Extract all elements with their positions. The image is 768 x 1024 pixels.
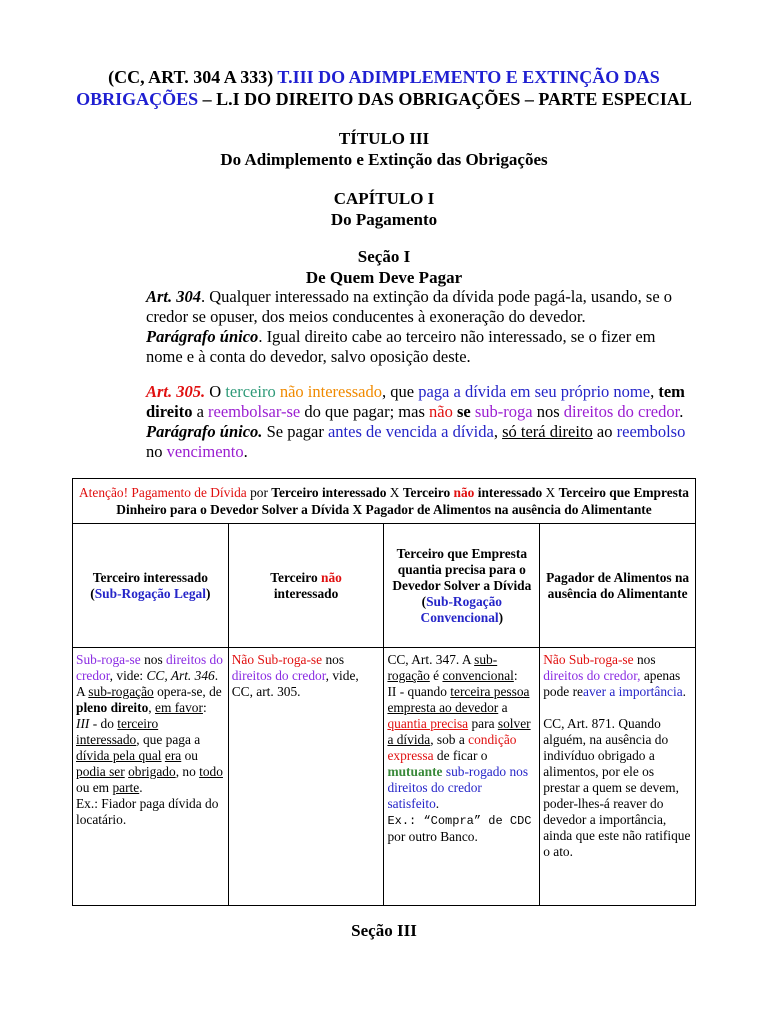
text-run: interessado (474, 485, 543, 500)
text-run: . A (76, 668, 219, 699)
text-run: sub-roga (474, 402, 533, 421)
next-section-heading: Seção III (351, 921, 417, 940)
text-run: dívida pela qual (76, 748, 162, 763)
text-run: - do (89, 716, 118, 731)
comparison-table (72, 478, 696, 906)
cell-terceiro-interessado (73, 648, 229, 906)
column-header-terceiro-nao-interessado (228, 524, 384, 648)
text-run: III (76, 716, 90, 731)
text-run: nos (140, 652, 167, 667)
text-run: ou em (76, 780, 113, 795)
text-run: direitos do credor (231, 668, 326, 683)
text-run: ( (90, 585, 95, 601)
text-run: a (498, 700, 508, 715)
text-run: , no (175, 764, 200, 779)
text-run: , (650, 382, 659, 401)
text-run: , (493, 422, 503, 441)
text-run: nos (633, 652, 656, 667)
text-run: obrigado (128, 764, 176, 779)
text-run: ) (498, 609, 504, 625)
text-run: Ex.: Fiador paga dívida do locatário. (76, 796, 219, 827)
text-run: para (468, 716, 498, 731)
text-run: reembolso (616, 422, 686, 441)
text-run: direitos do credor, (543, 668, 641, 683)
text-run: opera-se, de (153, 684, 222, 699)
art-304-paragraph-text: . Igual direito cabe ao terceiro não interessado, se o fizer em nome e à conta do devedor, salvo oposição deste. (146, 327, 656, 366)
titulo-heading (60, 128, 708, 170)
text-run: CC, Art. 347. A (387, 652, 475, 667)
text-run: antes de vencida a dívida (327, 422, 494, 441)
text-run: Terceiro (270, 569, 321, 585)
text-run: X (386, 485, 403, 500)
text-run: interessado (273, 585, 339, 601)
cell-pagador-de-alimentos (540, 648, 696, 906)
text-run: só terá direito (502, 422, 593, 441)
text-run: . (139, 780, 143, 795)
cell-terceiro-que-empresta (384, 648, 540, 906)
text-run: sub-rogação (88, 684, 154, 699)
text-run: não interessado (279, 382, 383, 401)
text-run: em favor (155, 700, 203, 715)
text-run: tem direito (146, 382, 685, 421)
text-run: X (542, 485, 559, 500)
text-run: ) (205, 585, 211, 601)
text-run: Se pagar (262, 422, 328, 441)
text-run: no (146, 442, 167, 461)
text-run: por (246, 485, 272, 500)
capitulo-label: CAPÍTULO I (333, 189, 435, 208)
art-305 (146, 382, 686, 462)
text-run: convencional (442, 668, 514, 683)
text-run: parte (112, 780, 140, 795)
text-run: . (679, 402, 684, 421)
text-run: Sub-Rogação Legal (94, 585, 206, 601)
text-run: Terceiro que Empresta quantia precisa para o Devedor Solver a Dívida (392, 545, 532, 593)
text-run: , que (382, 382, 419, 401)
art-304-number: Art. 304 (146, 287, 202, 306)
text-run: sub-rogação (387, 652, 498, 683)
column-header-pagador-de-alimentos (540, 524, 696, 648)
text-run: O (205, 382, 226, 401)
text-run: Sub-Rogação Convencional (420, 593, 503, 625)
text-run: Terceiro interessado (271, 485, 387, 500)
text-run: nos (532, 402, 564, 421)
art-304-text: . Qualquer interessado na extinção da dívida pode pagá-la, usando, se o credor se opuser, dos meios conducentes à exoneração do devedor. (146, 287, 673, 326)
text-run: vencimento (166, 442, 244, 461)
text-run: apenas pode re (543, 668, 681, 699)
text-run: a (192, 402, 209, 421)
text-run: Não Sub-roga-se (231, 652, 323, 667)
text-run: de ficar o (433, 748, 488, 763)
art-304 (146, 287, 686, 367)
text-run: terceira pessoa (450, 684, 530, 699)
text-run: : (202, 700, 207, 715)
art-305-number: Art. 305. (146, 382, 206, 401)
text-run: condição expressa (387, 732, 517, 763)
text-run: “Compra” de CDC (416, 814, 532, 828)
titulo-name: Do Adimplemento e Extinção das Obrigações (220, 150, 548, 169)
text-run: nos (322, 652, 345, 667)
text-run: terceiro interessado (76, 716, 159, 747)
text-run: é (429, 668, 443, 683)
text-run: ao (592, 422, 617, 441)
text-run: terceiro (225, 382, 276, 401)
text-run: Terceiro (402, 485, 454, 500)
text-run: todo (199, 764, 223, 779)
text-run: Terceiro interessado (92, 569, 208, 585)
capitulo-name: Do Pagamento (330, 210, 438, 229)
art-305-paragraph-label: Parágrafo único. (146, 422, 263, 441)
text-run: . (243, 442, 248, 461)
text-run: paga a dívida em seu próprio nome (418, 382, 651, 401)
column-header-terceiro-que-empresta (384, 524, 540, 648)
text-run: reembolsar-se (208, 402, 301, 421)
text-run: Ex.: (387, 814, 417, 828)
text-run: Pagamento de Dívida (128, 485, 247, 500)
text-run: empresta ao devedor (387, 700, 499, 715)
text-run: não (429, 402, 453, 421)
text-run: era (164, 748, 182, 763)
secao-label: Seção I (357, 247, 411, 266)
secao-name: De Quem Deve Pagar (305, 268, 463, 287)
text-run: Atenção! (79, 485, 129, 500)
text-run: por outro Banco. (387, 829, 478, 844)
text-run: se (456, 402, 471, 421)
text-run: , que paga a (136, 732, 201, 747)
cell-terceiro-nao-interessado (228, 648, 384, 906)
text-run: solver a dívida (387, 716, 531, 747)
text-run: , (148, 700, 155, 715)
text-run: . (435, 796, 440, 811)
table-title (73, 479, 696, 524)
text-run: CC, Art. 871. Quando alguém, na ausência do indivíduo obrigado a alimentos, por ele os prestar a quem se devem, poder-lhes-á reaver do devedor a importância, ainda que este não ratifique o ato. (543, 716, 691, 859)
text-run: mutuante (387, 764, 443, 779)
text-run: , vide, CC, art. 305. (231, 668, 359, 699)
text-run: não (453, 485, 475, 500)
text-run: : (513, 668, 518, 683)
text-run: quantia precisa (387, 716, 469, 731)
header-title-link[interactable]: T.III DO ADIMPLEMENTO E EXTINÇÃO DAS OBRIGAÇÕES (76, 67, 660, 109)
text-run: podia ser (76, 764, 125, 779)
text-run: II - quando (387, 684, 451, 699)
text-run: do que pagar; mas (300, 402, 430, 421)
text-run: pleno direito (76, 700, 149, 715)
text-run: aver a importância (583, 684, 683, 699)
secao-heading (60, 246, 708, 288)
document-header (60, 66, 708, 110)
text-run: direitos do credor (563, 402, 680, 421)
text-run: direitos do credor (76, 652, 223, 683)
header-suffix: – L.I DO DIREITO DAS OBRIGAÇÕES – PARTE ESPECIAL (202, 89, 692, 109)
text-run: Não Sub-roga-se (543, 652, 634, 667)
text-run: Sub-roga-se (76, 652, 141, 667)
column-header-terceiro-interessado (73, 524, 229, 648)
capitulo-heading (60, 188, 708, 230)
text-run: , sob a (430, 732, 469, 747)
text-run: Pagador de Alimentos na ausência do Alimentante (546, 569, 690, 601)
text-run: ( (421, 593, 427, 609)
text-run: Terceiro que Empresta Dinheiro para o Devedor Solver a Dívida X Pagador de Alimentos na ausência do Alimentante (116, 485, 690, 517)
art-304-paragraph-label: Parágrafo único (146, 327, 259, 346)
text-run: não (321, 569, 342, 585)
text-run: sub-rogado nos direitos do credor satisfeito (387, 764, 529, 811)
text-run: , vide: (109, 668, 147, 683)
titulo-label: TÍTULO III (338, 129, 430, 148)
text-run: . (682, 684, 686, 699)
text-run: CC, Art. 346 (146, 668, 215, 683)
header-reference: (CC, ART. 304 A 333) (108, 67, 274, 87)
text-run: ou (181, 748, 198, 763)
